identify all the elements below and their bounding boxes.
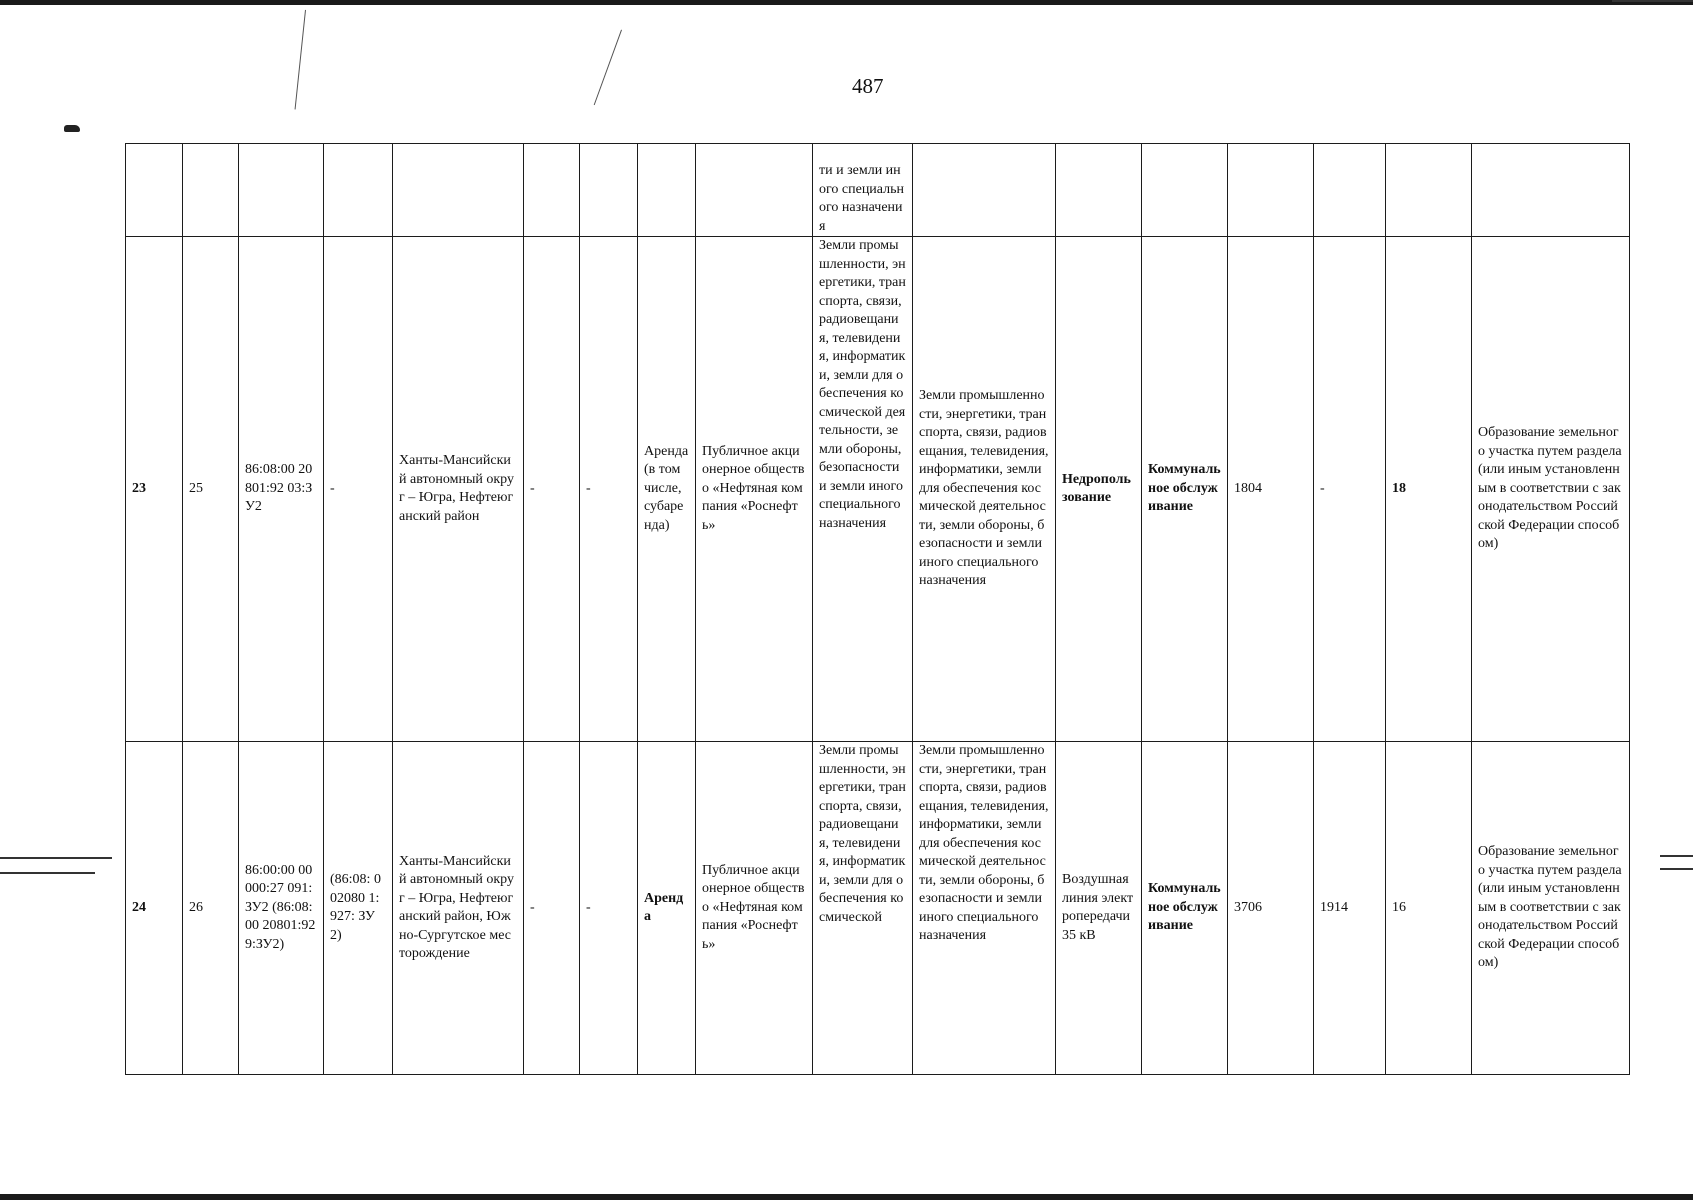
cell <box>913 144 1056 237</box>
table-row <box>126 237 1630 742</box>
cell-dash: - <box>580 237 638 742</box>
cell <box>126 144 183 237</box>
cell-area-2: 1914 <box>1314 742 1386 1075</box>
cell-formation-method: Образование земельного участка путем раздела (или иным установленным в соответствии с законодательством Российской Федерации способом) <box>1472 237 1630 742</box>
cell <box>1314 144 1386 237</box>
cell <box>393 144 524 237</box>
cell-right-type: Аренда <box>638 742 696 1075</box>
table-row-continuation <box>126 144 1630 237</box>
cell-source-cadastral: - <box>324 237 393 742</box>
table-row <box>126 742 1630 1075</box>
cell-permitted-use-new: Коммунальное обслуживание <box>1142 237 1228 742</box>
margin-line-left <box>0 857 112 859</box>
cell-land-category-cont: ти и земли иного специального назначения <box>813 144 913 237</box>
cell-land-category-new: Земли промышленности, энергетики, транспорта, связи, радиовещания, телевидения, информатики, земли для обеспечения космической деятельности, земли обороны, безопасности и земли иного специального назначения <box>913 742 1056 1075</box>
cell <box>1056 144 1142 237</box>
cell <box>524 144 580 237</box>
cell-plot-number: 26 <box>183 742 239 1075</box>
scan-mark <box>64 125 80 132</box>
cell <box>1142 144 1228 237</box>
cell-area-2: - <box>1314 237 1386 742</box>
cell-cadastral-number: 86:00:00 00000:27 091:ЗУ2 (86:08:00 20801:92 9:ЗУ2) <box>239 742 324 1075</box>
cell-location: Ханты-Мансийский автономный округ – Югра, Нефтеюганский район, Южно-Сургутское месторождение <box>393 742 524 1075</box>
scan-stroke <box>594 30 622 106</box>
cell-permitted-use: Недропользование <box>1056 237 1142 742</box>
margin-line-left <box>0 872 95 874</box>
cell-dash: - <box>524 237 580 742</box>
cell-area: 1804 <box>1228 237 1314 742</box>
cell <box>183 144 239 237</box>
cell-land-category: Земли промышленности, энергетики, транспорта, связи, радиовещания, телевидения, информатики, земли для обеспечения космической деятельности, земли обороны, безопасности и земли иного специального назначения <box>813 237 913 742</box>
top-edge-rule-right <box>1612 0 1693 2</box>
top-edge-rule <box>0 0 1693 5</box>
cell-permitted-use: Воздушная линия электропередачи 35 кВ <box>1056 742 1142 1075</box>
cell-count: 16 <box>1386 742 1472 1075</box>
cell <box>1228 144 1314 237</box>
cell <box>696 144 813 237</box>
cell-formation-method: Образование земельного участка путем раздела (или иным установленным в соответствии с законодательством Российской Федерации способом) <box>1472 742 1630 1075</box>
page-number: 487 <box>852 74 884 98</box>
cell-holder: Публичное акционерное общество «Нефтяная компания «Роснефть» <box>696 742 813 1075</box>
cell-land-category: Земли промышленности, энергетики, транспорта, связи, радиовещания, телевидения, информатики, земли для обеспечения космической <box>813 742 913 1075</box>
margin-line-right <box>1660 868 1693 870</box>
cell-cadastral-number: 86:08:00 20801:92 03:ЗУ2 <box>239 237 324 742</box>
cell-plot-number: 25 <box>183 237 239 742</box>
cell-right-type: Аренда (в том числе, субаренда) <box>638 237 696 742</box>
land-plot-table <box>125 143 1630 1075</box>
cell <box>239 144 324 237</box>
cell-count: 18 <box>1386 237 1472 742</box>
cell-land-category-new: Земли промышленности, энергетики, транспорта, связи, радиовещания, телевидения, информатики, земли для обеспечения космической деятельности, земли обороны, безопасности и земли иного специального назначения <box>913 237 1056 742</box>
cell <box>324 144 393 237</box>
cell-location: Ханты-Мансийский автономный округ – Югра, Нефтеюганский район <box>393 237 524 742</box>
bottom-edge-rule <box>0 1194 1693 1200</box>
cell-dash: - <box>580 742 638 1075</box>
cell-row-number: 23 <box>126 237 183 742</box>
cell <box>638 144 696 237</box>
cell-dash: - <box>524 742 580 1075</box>
cell-permitted-use-new: Коммунальное обслуживание <box>1142 742 1228 1075</box>
cell <box>1472 144 1630 237</box>
cell <box>580 144 638 237</box>
cell <box>1386 144 1472 237</box>
cell-row-number: 24 <box>126 742 183 1075</box>
cell-holder: Публичное акционерное общество «Нефтяная компания «Роснефть» <box>696 237 813 742</box>
margin-line-right <box>1660 855 1693 857</box>
cell-source-cadastral: (86:08: 002080 1:927: ЗУ2) <box>324 742 393 1075</box>
cell-area: 3706 <box>1228 742 1314 1075</box>
scan-stroke <box>295 10 306 110</box>
